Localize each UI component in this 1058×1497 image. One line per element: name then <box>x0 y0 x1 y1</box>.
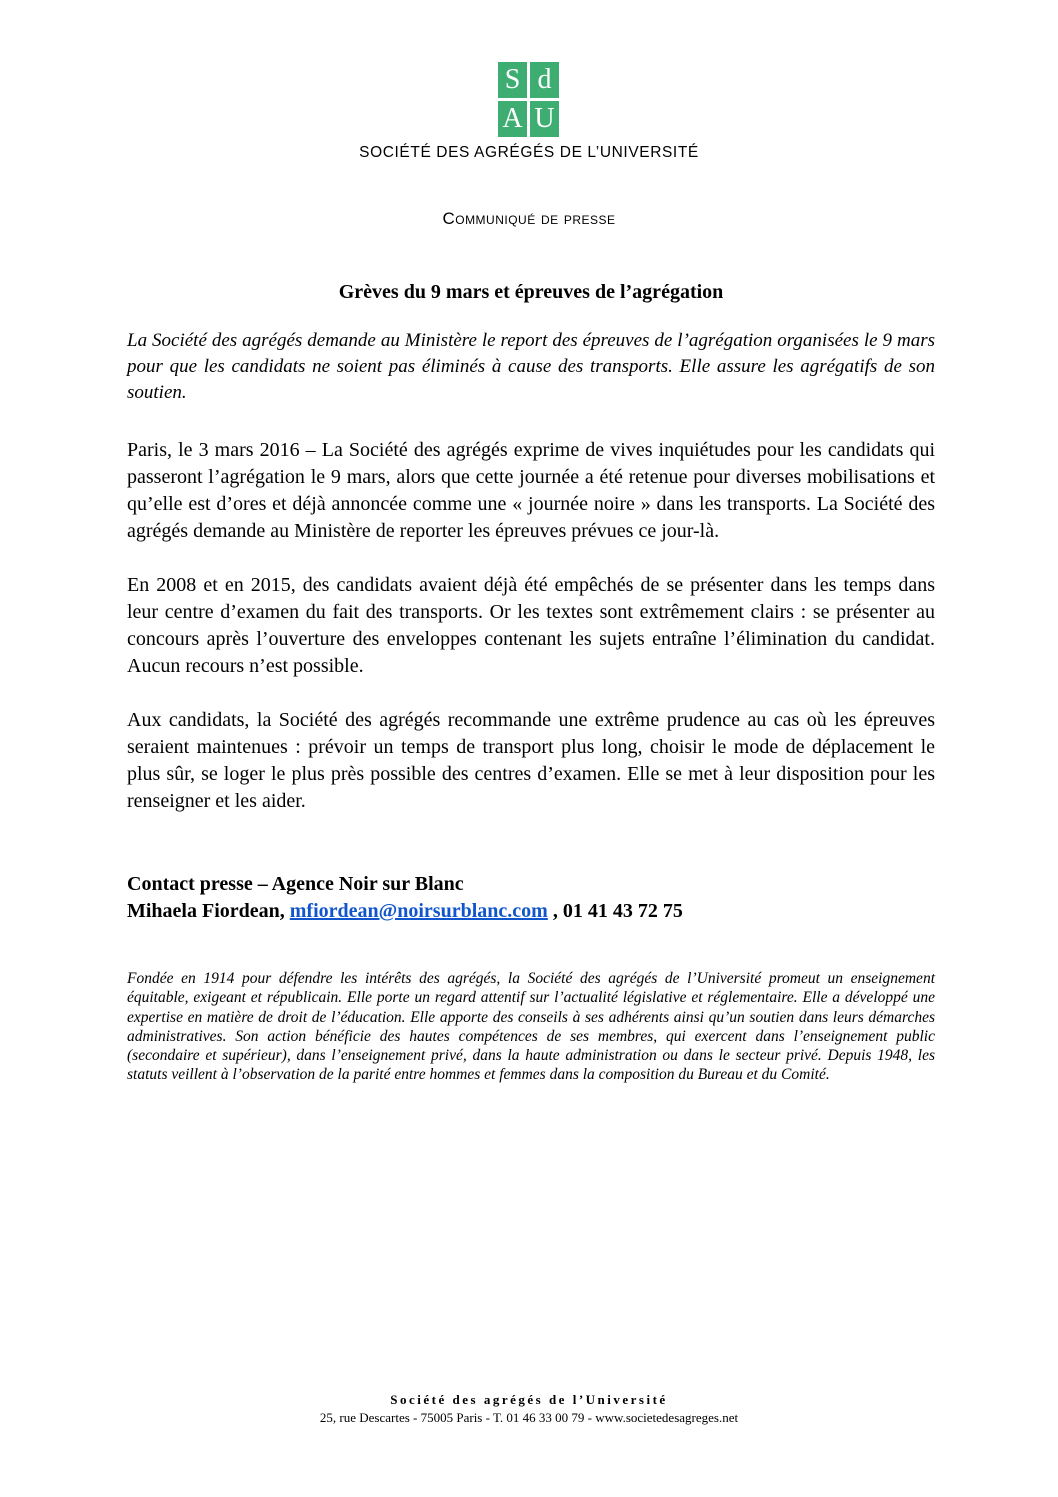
body-paragraph-1: Paris, le 3 mars 2016 – La Société des agrégés exprime de vives inquiétudes pour les candidats qui passeront l’agrégation le 9 mars, alors que cette journée a été retenue pour diverses mobilisations et qu’elle est d’ores et déjà annoncée comme une « journée noire » dans les transports. La Société des agrégés demande au Ministère de reporter les épreuves prévues ce jour-là. <box>127 439 935 542</box>
logo-letter-a: A <box>498 101 527 137</box>
press-contact-line <box>127 898 935 925</box>
email-link[interactable]: mfiordean@noirsurblanc.com <box>289 900 548 922</box>
footer-address: 25, rue Descartes - 75005 Paris - T. 01 46 33 00 79 - www.societedesagreges.net <box>319 1410 739 1425</box>
sdau-logo <box>498 62 560 137</box>
document-body <box>0 281 1058 1085</box>
page-title: Grèves du 9 mars et épreuves de l’agrégation <box>338 281 724 303</box>
boilerplate-paragraph: Fondée en 1914 pour défendre les intérêts des agrégés, la Société des agrégés de l’Université promeut un enseignement équitable, exigeant et républicain. Elle porte un regard attentif sur l’actualité législative et réglementaire. Elle a développé une expertise en matière de droit de l’éducation. Elle apporte des conseils à ses adhérents ainsi qu’un soutien dans leurs démarches administratives. Son action bénéficie des hautes compétences de ses membres, qui exercent dans l’enseignement public (secondaire et supérieur), dans l’enseignement privé, dans la haute administration ou dans le secteur privé. Depuis 1948, les statuts veillent à l’observation de la parité entre hommes et femmes dans la composition du Bureau et du Comité. <box>127 970 935 1084</box>
body-paragraph-3: Aux candidats, la Société des agrégés recommande une extrême prudence au cas où les épreuves seraient maintenues : prévoir un temps de transport plus long, choisir le mode de déplacement le plus sûr, se loger le plus près possible des centres d’examen. Elle se met à leur disposition pour les renseigner et les aider. <box>127 709 935 812</box>
document-type-label: Communiqué de presse <box>442 209 616 228</box>
logo-letter-u: U <box>530 101 559 137</box>
footer-organization: Société des agrégés de l’Université <box>390 1392 668 1407</box>
press-contact-phone: , 01 41 43 72 75 <box>552 900 683 922</box>
body-paragraph-2: En 2008 et en 2015, des candidats avaient déjà été empêchés de se présenter dans les temps dans leur centre d’examen du fait des transports. Or les textes sont extrêmement clairs : se présenter au concours après l’ouverture des enveloppes contenant les sujets entraîne l’élimination du candidat. Aucun recours n’est possible. <box>127 574 935 677</box>
press-contact-block <box>127 871 935 925</box>
organization-name: SOCIÉTÉ DES AGRÉGÉS DE L’UNIVERSITÉ <box>359 144 699 161</box>
page-footer <box>0 1392 1058 1426</box>
lede-paragraph: La Société des agrégés demande au Ministère le report des épreuves de l’agrégation organisées le 9 mars pour que les candidats ne soient pas éliminés à cause des transports. Elle assure les agrégatifs de son soutien. <box>127 330 935 403</box>
logo-letter-d: d <box>530 62 559 98</box>
press-contact-heading: Contact presse – Agence Noir sur Blanc <box>127 873 464 895</box>
logo-letter-s: S <box>498 62 527 98</box>
press-contact-name: Mihaela Fiordean, <box>127 900 285 922</box>
